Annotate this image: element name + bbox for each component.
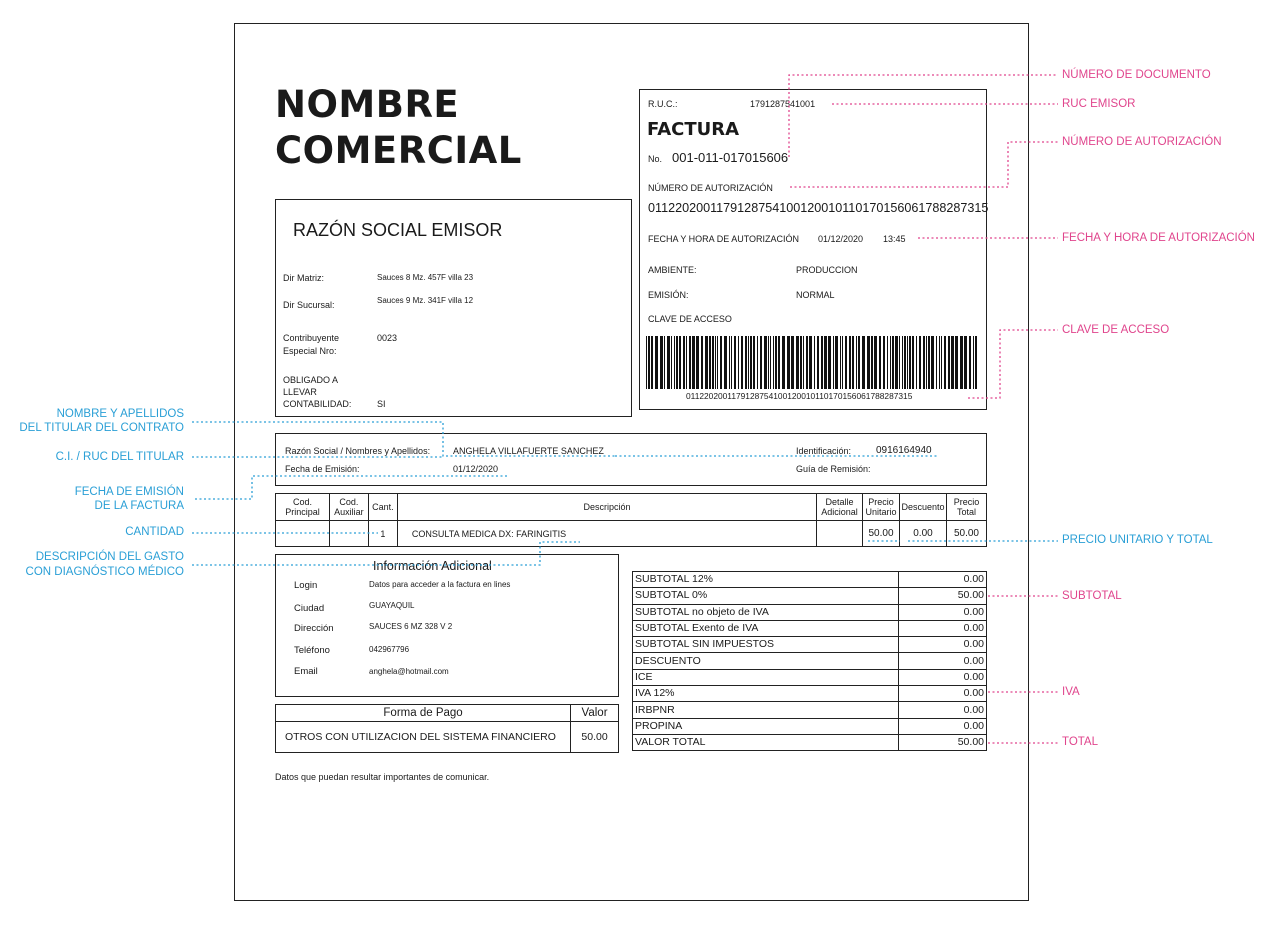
totals-row	[633, 637, 987, 653]
row-precio-unitario: 50.00	[863, 521, 900, 547]
contribuyente-label-1: Contribuyente	[283, 333, 340, 343]
col-cod-principal: Cod. Principal	[276, 494, 330, 521]
totals-table	[632, 571, 987, 751]
totals-label: SUBTOTAL Exento de IVA	[633, 620, 899, 636]
obligado-label-3: CONTABILIDAD:	[283, 399, 352, 409]
col-detalle: Detalle Adicional	[817, 494, 863, 521]
col-precio-total: Precio Total	[946, 494, 986, 521]
guia-label: Guía de Remisión:	[796, 464, 871, 474]
payment-value: 50.00	[571, 722, 619, 753]
info-label-telefono: Teléfono	[294, 645, 330, 656]
info-label-email: Email	[294, 666, 318, 677]
totals-row	[633, 572, 987, 588]
totals-value: 0.00	[899, 572, 987, 588]
invoice-no-label: No.	[648, 154, 663, 164]
row-detalle	[817, 521, 863, 547]
annotation-fecha-autorizacion: FECHA Y HORA DE AUTORIZACIÓN	[1062, 232, 1255, 244]
info-label-ciudad: Ciudad	[294, 603, 325, 614]
emision-value: NORMAL	[796, 290, 835, 300]
totals-value: 0.00	[899, 620, 987, 636]
totals-row	[633, 702, 987, 718]
totals-label: SUBTOTAL no objeto de IVA	[633, 604, 899, 620]
invoice-type: FACTURA	[647, 119, 740, 140]
totals-row	[633, 669, 987, 685]
totals-label: PROPINA	[633, 718, 899, 734]
col-descuento: Descuento	[900, 494, 947, 521]
annotation-ruc-emisor: RUC EMISOR	[1062, 98, 1136, 110]
row-cod-principal	[276, 521, 330, 547]
totals-row	[633, 686, 987, 702]
issuer-business-name: RAZÓN SOCIAL EMISOR	[293, 220, 503, 240]
totals-label: SUBTOTAL 12%	[633, 572, 899, 588]
info-value-direccion: SAUCES 6 MZ 328 V 2	[369, 622, 453, 631]
row-descripcion: CONSULTA MEDICA DX: FARINGITIS	[397, 521, 816, 547]
obligado-label-2: LLEVAR	[283, 387, 317, 397]
annotation-total: TOTAL	[1062, 736, 1098, 748]
totals-label: IVA 12%	[633, 686, 899, 702]
payment-table	[275, 704, 619, 753]
totals-label: SUBTOTAL SIN IMPUESTOS	[633, 637, 899, 653]
totals-value: 0.00	[899, 718, 987, 734]
annotation-ci-ruc: C.I. / RUC DEL TITULAR	[55, 451, 184, 463]
annotation-cantidad: CANTIDAD	[125, 526, 184, 538]
totals-row	[633, 653, 987, 669]
totals-value: 50.00	[899, 734, 987, 750]
payment-header-method: Forma de Pago	[276, 705, 571, 722]
totals-value: 0.00	[899, 653, 987, 669]
col-descripcion: Descripción	[397, 494, 816, 521]
dir-sucursal-value: Sauces 9 Mz. 341F villa 12	[377, 296, 474, 305]
annotation-fecha-1: FECHA DE EMISIÓN	[74, 486, 184, 498]
totals-row	[633, 588, 987, 604]
annotation-numero-autorizacion: NÚMERO DE AUTORIZACIÓN	[1062, 136, 1222, 148]
payment-method: OTROS CON UTILIZACION DEL SISTEMA FINANCIERO	[276, 722, 571, 753]
annotation-clave-acceso: CLAVE DE ACCESO	[1062, 324, 1170, 336]
items-table	[275, 493, 987, 547]
issue-date: 01/12/2020	[453, 464, 499, 474]
trade-name-line2: COMERCIAL	[275, 129, 522, 172]
info-label-direccion: Dirección	[294, 623, 334, 634]
totals-row	[633, 734, 987, 750]
col-cant: Cant.	[368, 494, 397, 521]
totals-value: 50.00	[899, 588, 987, 604]
ambiente-value: PRODUCCION	[796, 265, 858, 275]
invoice-number: 001-011-017015606	[672, 150, 789, 165]
customer-name-label: Razón Social / Nombres y Apellidos:	[285, 446, 431, 456]
info-label-login: Login	[294, 580, 318, 591]
dir-matriz-label: Dir Matriz:	[283, 273, 324, 283]
annotation-nombre-1: NOMBRE Y APELLIDOS	[56, 408, 184, 420]
info-value-login: Datos para acceder a la factura en lines	[369, 580, 511, 589]
additional-info-title: Información Adicional	[373, 559, 492, 573]
totals-row	[633, 620, 987, 636]
totals-label: IRBPNR	[633, 702, 899, 718]
annotation-nombre-2: DEL TITULAR DEL CONTRATO	[19, 422, 184, 434]
annotation-numero-documento: NÚMERO DE DOCUMENTO	[1062, 69, 1211, 81]
auth-label: NÚMERO DE AUTORIZACIÓN	[648, 183, 773, 193]
row-cant: 1	[368, 521, 397, 547]
totals-label: SUBTOTAL 0%	[633, 588, 899, 604]
col-cod-auxiliar: Cod. Auxiliar	[329, 494, 368, 521]
totals-value: 0.00	[899, 604, 987, 620]
totals-value: 0.00	[899, 702, 987, 718]
clave-label: CLAVE DE ACCESO	[648, 314, 732, 324]
annotation-fecha-2: DE LA FACTURA	[94, 500, 184, 512]
auth-date-label: FECHA Y HORA DE AUTORIZACIÓN	[648, 234, 800, 244]
items-header-row	[276, 494, 987, 521]
annotation-descripcion-1: DESCRIPCIÓN DEL GASTO	[35, 551, 184, 563]
dir-matriz-value: Sauces 8 Mz. 457F villa 23	[377, 273, 474, 282]
obligado-value: SI	[377, 399, 386, 409]
totals-value: 0.00	[899, 669, 987, 685]
totals-value: 0.00	[899, 637, 987, 653]
ruc-label: R.U.C.:	[648, 99, 678, 109]
annotation-iva: IVA	[1062, 686, 1080, 698]
dir-sucursal-label: Dir Sucursal:	[283, 300, 335, 310]
row-descuento: 0.00	[900, 521, 947, 547]
contribuyente-value: 0023	[377, 333, 398, 343]
payment-header-value: Valor	[571, 705, 619, 722]
customer-id-label: Identificación:	[796, 446, 852, 456]
info-value-email: anghela@hotmail.com	[369, 667, 449, 676]
info-value-ciudad: GUAYAQUIL	[369, 601, 415, 610]
annotation-subtotal: SUBTOTAL	[1062, 590, 1122, 602]
issue-date-label: Fecha de Emisión:	[285, 464, 360, 474]
obligado-label-1: OBLIGADO A	[283, 375, 339, 385]
totals-row	[633, 604, 987, 620]
ruc-value: 1791287541001	[750, 99, 816, 109]
annotation-descripcion-2: CON DIAGNÓSTICO MÉDICO	[25, 566, 184, 578]
totals-row	[633, 718, 987, 734]
row-precio-total: 50.00	[946, 521, 986, 547]
contribuyente-label-2: Especial Nro:	[283, 346, 337, 356]
footer-note: Datos que puedan resultar importantes de comunicar.	[275, 772, 490, 782]
totals-label: ICE	[633, 669, 899, 685]
info-value-telefono: 042967796	[369, 645, 410, 654]
auth-number: 0112202001179128754100120010110170156061788287315	[648, 201, 989, 215]
auth-date: 01/12/2020	[818, 234, 864, 244]
row-cod-auxiliar	[329, 521, 368, 547]
totals-label: VALOR TOTAL	[633, 734, 899, 750]
totals-value: 0.00	[899, 686, 987, 702]
auth-time: 13:45	[883, 234, 906, 244]
trade-name-line1: NOMBRE	[275, 83, 460, 126]
customer-box	[275, 433, 987, 486]
table-row	[276, 521, 987, 547]
totals-label: DESCUENTO	[633, 653, 899, 669]
customer-name: ANGHELA VILLAFUERTE SANCHEZ	[453, 446, 604, 456]
annotation-precio-unitario-total: PRECIO UNITARIO Y TOTAL	[1062, 534, 1213, 546]
ambiente-label: AMBIENTE:	[648, 265, 697, 275]
emision-label: EMISIÓN:	[648, 290, 689, 300]
barcode-text: 0112202001179128754100120010110170156061788287315	[686, 391, 913, 401]
customer-id: 0916164940	[876, 445, 932, 456]
col-precio-unitario: Precio Unitario	[863, 494, 900, 521]
